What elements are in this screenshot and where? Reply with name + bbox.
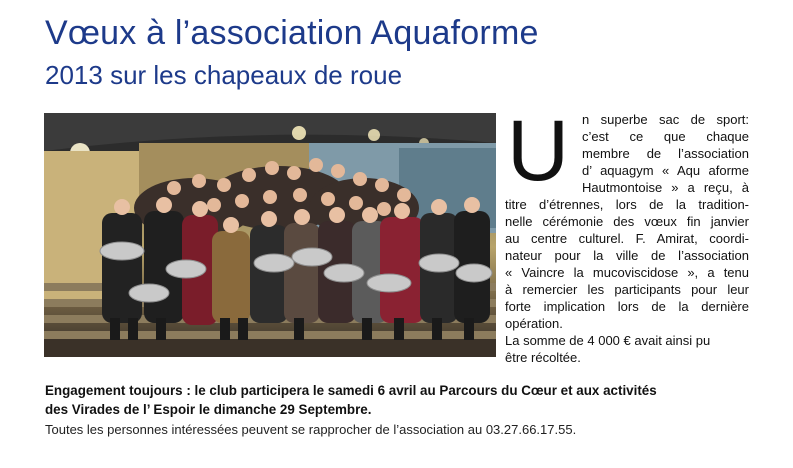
- engagement-line-1: Engagement toujours : le club participera le samedi 6 avril au Parcours du Cœur et aux activités: [45, 383, 657, 398]
- article-subtitle: 2013 sur les chapeaux de roue: [45, 60, 403, 90]
- article-line: nelle cérémonie des vœux fin janvier: [505, 214, 749, 229]
- group-photo: [44, 113, 496, 357]
- article-line: La somme de 4 000 € avait ainsi pu: [505, 333, 711, 348]
- drop-cap: U: [507, 103, 570, 199]
- engagement-line-2: des Virades de l’ Espoir le dimanche 29 Septembre.: [45, 402, 372, 417]
- article-line: n superbe sac de sport:: [582, 112, 749, 127]
- article-body: [505, 111, 749, 366]
- article-line: au centre culturel. F. Amirat, coordi-: [505, 231, 749, 246]
- article-line: d’ aquagym « Aqu aforme: [582, 163, 749, 178]
- article-line: c’est ce que chaque: [582, 129, 749, 144]
- article-line: « Vaincre la mucoviscidose », a tenu: [505, 265, 749, 280]
- article-line: à remercier les participants pour leur: [505, 282, 749, 297]
- contact-line: Toutes les personnes intéressées peuvent se rapprocher de l’association au 03.27.66.17.55.: [45, 422, 577, 437]
- article-line: membre de l’association: [582, 146, 749, 161]
- article-line: Hautmontoise » a reçu, à: [582, 180, 749, 195]
- article-line: titre d’étrennes, lors de la tradition-: [505, 197, 749, 212]
- article-line: forte implication lors de la dernière: [505, 299, 749, 314]
- article-title: Vœux à l’association Aquaforme: [45, 14, 539, 52]
- article-line: être récoltée.: [505, 350, 581, 365]
- article-line: nateur pour la ville de l’association: [505, 248, 749, 263]
- article-line: opération.: [505, 316, 563, 331]
